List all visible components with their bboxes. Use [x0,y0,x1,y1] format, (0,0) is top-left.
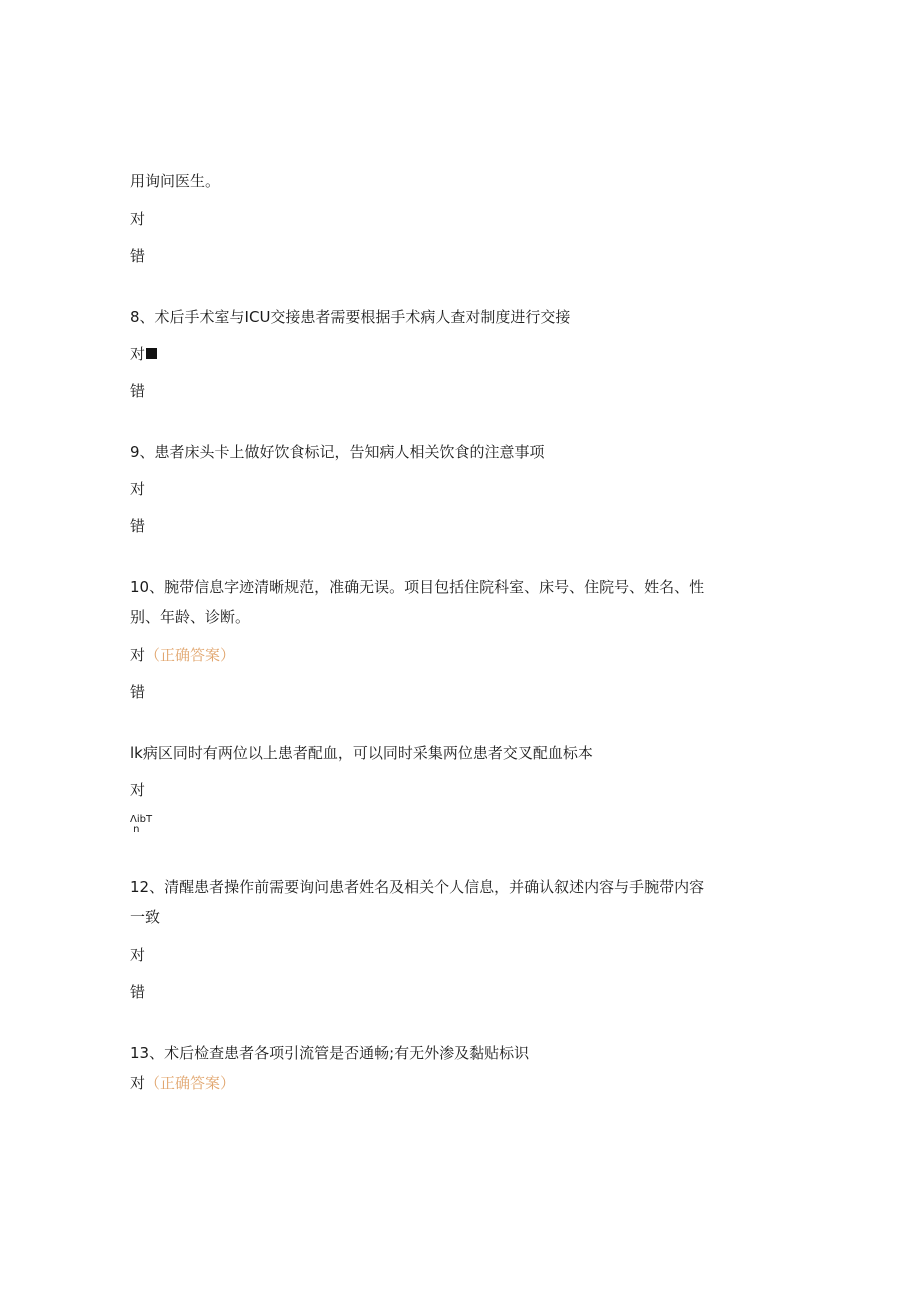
question-11: lk病区同时有两位以上患者配血，可以同时采集两位患者交叉配血标本 [130,744,593,762]
q12-option-no[interactable]: 错 [130,983,146,1001]
q13-option-yes[interactable] [130,1073,235,1093]
question-10-line2: 别、年龄、诊断。 [130,608,251,626]
question-12-line1: 12、清醒患者操作前需要询问患者姓名及相关个人信息，并确认叙述内容与手腕带内容 [130,878,705,896]
q8-option-yes-label: 对 [130,345,146,363]
question-12-line2: 一致 [130,908,161,926]
question-9: 9、患者床头卡上做好饮食标记，告知病人相关饮食的注意事项 [130,443,545,461]
q8-option-yes[interactable] [130,344,157,364]
q9-option-no[interactable]: 错 [130,517,146,535]
correct-answer-mark: （正确答案） [145,646,236,664]
correct-answer-mark: （正确答案） [145,1074,236,1092]
q7-option-yes[interactable]: 对 [130,210,146,228]
q10-option-no[interactable]: 错 [130,683,146,701]
q13-option-yes-label: 对 [130,1074,146,1092]
selected-square-icon [146,348,157,359]
q8-option-no[interactable]: 错 [130,382,146,400]
question-8: 8、术后手术室与ICU交接患者需要根据手术病人查对制度进行交接 [130,308,571,326]
question-10-line1: 10、腕带信息字迹清晰规范，准确无误。项目包括住院科室、床号、住院号、姓名、性 [130,578,705,596]
q7-option-no[interactable]: 错 [130,247,146,265]
q12-option-yes[interactable]: 对 [130,946,146,964]
q11-option-yes[interactable]: 对 [130,781,146,799]
continuation-line: 用询问医生。 [130,172,221,190]
q10-option-yes[interactable] [130,645,235,665]
q11-option-no[interactable]: ΛibT n [130,814,153,835]
q9-option-yes[interactable]: 对 [130,480,146,498]
question-13: 13、术后检查患者各项引流管是否通畅;有无外渗及黏贴标识 [130,1044,530,1062]
q10-option-yes-label: 对 [130,646,146,664]
